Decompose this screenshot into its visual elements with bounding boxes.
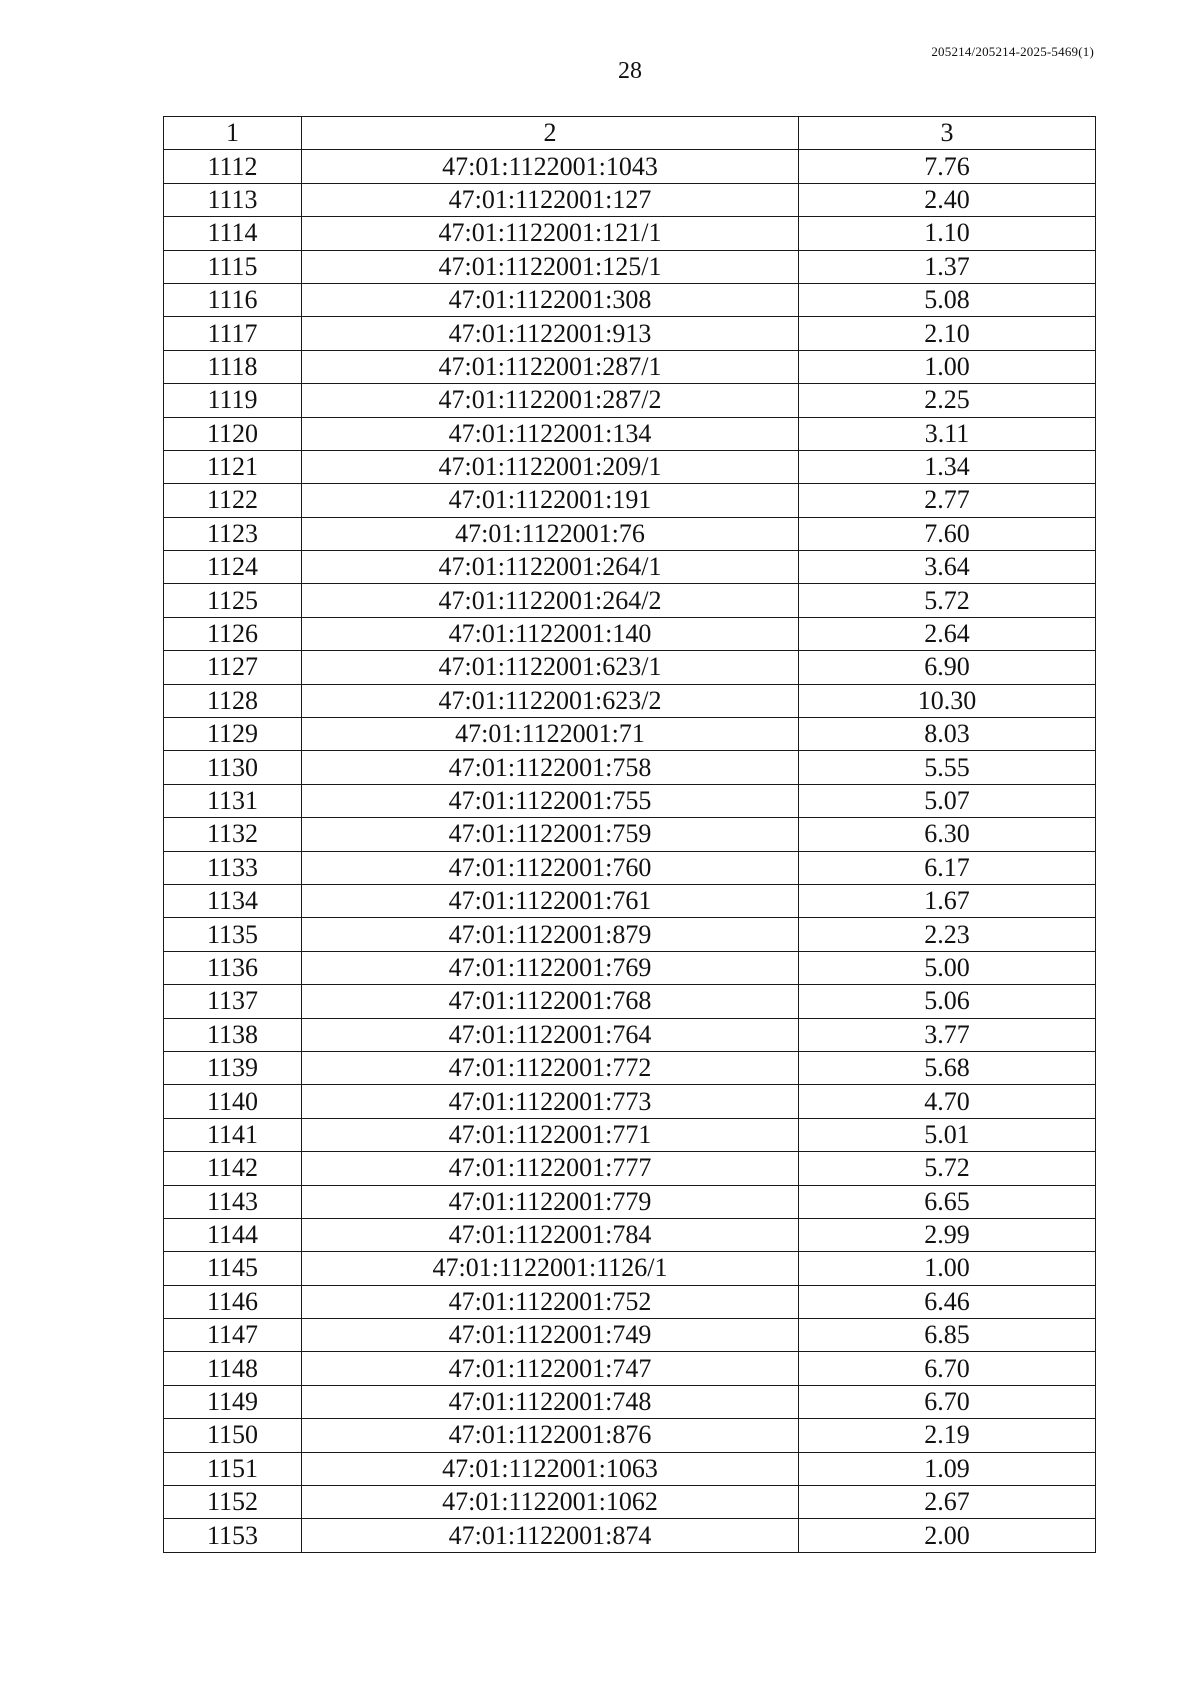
cadastral-number-cell: 47:01:1122001:748 (302, 1385, 799, 1418)
cadastral-number-cell: 47:01:1122001:264/2 (302, 584, 799, 617)
cadastral-number-cell: 47:01:1122001:761 (302, 884, 799, 917)
value-cell: 5.01 (799, 1118, 1096, 1151)
table-row (164, 617, 1096, 650)
value-cell: 2.67 (799, 1486, 1096, 1519)
row-number-cell: 1117 (164, 317, 302, 350)
value-cell: 2.40 (799, 183, 1096, 216)
value-cell: 6.70 (799, 1352, 1096, 1385)
value-cell: 10.30 (799, 684, 1096, 717)
value-cell: 5.68 (799, 1051, 1096, 1084)
row-number-cell: 1136 (164, 951, 302, 984)
row-number-cell: 1115 (164, 250, 302, 283)
table-row (164, 851, 1096, 884)
cadastral-number-cell: 47:01:1122001:1063 (302, 1452, 799, 1485)
value-cell: 5.72 (799, 1152, 1096, 1185)
table-row (164, 1152, 1096, 1185)
column-header-3: 3 (799, 117, 1096, 150)
table-row (164, 417, 1096, 450)
row-number-cell: 1145 (164, 1252, 302, 1285)
table-row (164, 1385, 1096, 1418)
cadastral-number-cell: 47:01:1122001:121/1 (302, 217, 799, 250)
row-number-cell: 1138 (164, 1018, 302, 1051)
table-row (164, 317, 1096, 350)
row-number-cell: 1135 (164, 918, 302, 951)
row-number-cell: 1114 (164, 217, 302, 250)
value-cell: 2.23 (799, 918, 1096, 951)
table-row (164, 1519, 1096, 1552)
cadastral-number-cell: 47:01:1122001:1062 (302, 1486, 799, 1519)
column-header-1: 1 (164, 117, 302, 150)
table-row (164, 450, 1096, 483)
column-header-2: 2 (302, 117, 799, 150)
table-row (164, 183, 1096, 216)
cadastral-number-cell: 47:01:1122001:191 (302, 484, 799, 517)
row-number-cell: 1148 (164, 1352, 302, 1385)
row-number-cell: 1137 (164, 985, 302, 1018)
cadastral-number-cell: 47:01:1122001:287/2 (302, 384, 799, 417)
value-cell: 4.70 (799, 1085, 1096, 1118)
cadastral-number-cell: 47:01:1122001:779 (302, 1185, 799, 1218)
row-number-cell: 1126 (164, 617, 302, 650)
row-number-cell: 1149 (164, 1385, 302, 1418)
value-cell: 2.99 (799, 1218, 1096, 1251)
value-cell: 7.60 (799, 517, 1096, 550)
page-number: 28 (618, 58, 642, 84)
table-row (164, 1285, 1096, 1318)
table-row (164, 584, 1096, 617)
value-cell: 6.65 (799, 1185, 1096, 1218)
value-cell: 5.08 (799, 283, 1096, 316)
value-cell: 1.67 (799, 884, 1096, 917)
registry-table (163, 116, 1096, 1553)
row-number-cell: 1116 (164, 283, 302, 316)
cadastral-number-cell: 47:01:1122001:71 (302, 718, 799, 751)
value-cell: 6.70 (799, 1385, 1096, 1418)
row-number-cell: 1147 (164, 1319, 302, 1352)
row-number-cell: 1151 (164, 1452, 302, 1485)
table-row (164, 517, 1096, 550)
row-number-cell: 1134 (164, 884, 302, 917)
cadastral-number-cell: 47:01:1122001:772 (302, 1051, 799, 1084)
table-row (164, 250, 1096, 283)
table-row (164, 1352, 1096, 1385)
cadastral-number-cell: 47:01:1122001:264/1 (302, 551, 799, 584)
row-number-cell: 1127 (164, 651, 302, 684)
row-number-cell: 1143 (164, 1185, 302, 1218)
table-row (164, 217, 1096, 250)
table-row (164, 551, 1096, 584)
value-cell: 5.00 (799, 951, 1096, 984)
cadastral-number-cell: 47:01:1122001:1043 (302, 150, 799, 183)
cadastral-number-cell: 47:01:1122001:784 (302, 1218, 799, 1251)
table-row (164, 951, 1096, 984)
cadastral-number-cell: 47:01:1122001:623/2 (302, 684, 799, 717)
cadastral-number-cell: 47:01:1122001:752 (302, 1285, 799, 1318)
value-cell: 2.77 (799, 484, 1096, 517)
table-row (164, 484, 1096, 517)
table-row (164, 985, 1096, 1018)
document-reference: 205214/205214-2025-5469(1) (931, 44, 1094, 59)
table-row (164, 1252, 1096, 1285)
row-number-cell: 1132 (164, 818, 302, 851)
cadastral-number-cell: 47:01:1122001:876 (302, 1419, 799, 1452)
value-cell: 8.03 (799, 718, 1096, 751)
value-cell: 5.72 (799, 584, 1096, 617)
value-cell: 3.77 (799, 1018, 1096, 1051)
value-cell: 6.90 (799, 651, 1096, 684)
cadastral-number-cell: 47:01:1122001:209/1 (302, 450, 799, 483)
table-row (164, 1118, 1096, 1151)
table-body (164, 150, 1096, 1552)
value-cell: 2.19 (799, 1419, 1096, 1452)
cadastral-number-cell: 47:01:1122001:760 (302, 851, 799, 884)
table-row (164, 884, 1096, 917)
table-row (164, 1185, 1096, 1218)
value-cell: 5.06 (799, 985, 1096, 1018)
cadastral-number-cell: 47:01:1122001:768 (302, 985, 799, 1018)
table-row (164, 818, 1096, 851)
cadastral-number-cell: 47:01:1122001:874 (302, 1519, 799, 1552)
row-number-cell: 1128 (164, 684, 302, 717)
table-row (164, 1452, 1096, 1485)
table-row (164, 1319, 1096, 1352)
cadastral-number-cell: 47:01:1122001:769 (302, 951, 799, 984)
value-cell: 6.85 (799, 1319, 1096, 1352)
value-cell: 7.76 (799, 150, 1096, 183)
row-number-cell: 1125 (164, 584, 302, 617)
value-cell: 3.64 (799, 551, 1096, 584)
table-row (164, 1486, 1096, 1519)
value-cell: 1.00 (799, 1252, 1096, 1285)
table-row (164, 684, 1096, 717)
row-number-cell: 1130 (164, 751, 302, 784)
row-number-cell: 1144 (164, 1218, 302, 1251)
value-cell: 5.07 (799, 784, 1096, 817)
row-number-cell: 1150 (164, 1419, 302, 1452)
row-number-cell: 1142 (164, 1152, 302, 1185)
row-number-cell: 1129 (164, 718, 302, 751)
cadastral-number-cell: 47:01:1122001:777 (302, 1152, 799, 1185)
value-cell: 2.00 (799, 1519, 1096, 1552)
cadastral-number-cell: 47:01:1122001:125/1 (302, 250, 799, 283)
table-header-row (164, 117, 1096, 150)
table-row (164, 283, 1096, 316)
row-number-cell: 1152 (164, 1486, 302, 1519)
value-cell: 1.34 (799, 450, 1096, 483)
cadastral-number-cell: 47:01:1122001:759 (302, 818, 799, 851)
cadastral-number-cell: 47:01:1122001:749 (302, 1319, 799, 1352)
row-number-cell: 1119 (164, 384, 302, 417)
cadastral-number-cell: 47:01:1122001:764 (302, 1018, 799, 1051)
cadastral-number-cell: 47:01:1122001:879 (302, 918, 799, 951)
cadastral-number-cell: 47:01:1122001:755 (302, 784, 799, 817)
value-cell: 6.46 (799, 1285, 1096, 1318)
table-row (164, 1218, 1096, 1251)
row-number-cell: 1120 (164, 417, 302, 450)
table-row (164, 918, 1096, 951)
row-number-cell: 1131 (164, 784, 302, 817)
table-row (164, 1419, 1096, 1452)
table-row (164, 350, 1096, 383)
table-row (164, 150, 1096, 183)
row-number-cell: 1118 (164, 350, 302, 383)
table-row (164, 1018, 1096, 1051)
value-cell: 1.10 (799, 217, 1096, 250)
table-row (164, 1051, 1096, 1084)
cadastral-number-cell: 47:01:1122001:134 (302, 417, 799, 450)
cadastral-number-cell: 47:01:1122001:140 (302, 617, 799, 650)
cadastral-number-cell: 47:01:1122001:308 (302, 283, 799, 316)
cadastral-number-cell: 47:01:1122001:758 (302, 751, 799, 784)
value-cell: 2.25 (799, 384, 1096, 417)
row-number-cell: 1139 (164, 1051, 302, 1084)
row-number-cell: 1122 (164, 484, 302, 517)
row-number-cell: 1153 (164, 1519, 302, 1552)
row-number-cell: 1133 (164, 851, 302, 884)
cadastral-number-cell: 47:01:1122001:771 (302, 1118, 799, 1151)
value-cell: 1.00 (799, 350, 1096, 383)
value-cell: 3.11 (799, 417, 1096, 450)
row-number-cell: 1146 (164, 1285, 302, 1318)
table-row (164, 718, 1096, 751)
cadastral-number-cell: 47:01:1122001:623/1 (302, 651, 799, 684)
value-cell: 6.30 (799, 818, 1096, 851)
table-row (164, 1085, 1096, 1118)
value-cell: 1.37 (799, 250, 1096, 283)
value-cell: 2.10 (799, 317, 1096, 350)
cadastral-number-cell: 47:01:1122001:76 (302, 517, 799, 550)
value-cell: 6.17 (799, 851, 1096, 884)
value-cell: 2.64 (799, 617, 1096, 650)
table-row (164, 651, 1096, 684)
table-row (164, 784, 1096, 817)
row-number-cell: 1121 (164, 450, 302, 483)
row-number-cell: 1112 (164, 150, 302, 183)
cadastral-number-cell: 47:01:1122001:1126/1 (302, 1252, 799, 1285)
cadastral-number-cell: 47:01:1122001:287/1 (302, 350, 799, 383)
cadastral-number-cell: 47:01:1122001:913 (302, 317, 799, 350)
cadastral-number-cell: 47:01:1122001:747 (302, 1352, 799, 1385)
cadastral-number-cell: 47:01:1122001:127 (302, 183, 799, 216)
row-number-cell: 1140 (164, 1085, 302, 1118)
row-number-cell: 1141 (164, 1118, 302, 1151)
row-number-cell: 1113 (164, 183, 302, 216)
row-number-cell: 1123 (164, 517, 302, 550)
table-row (164, 751, 1096, 784)
cadastral-number-cell: 47:01:1122001:773 (302, 1085, 799, 1118)
row-number-cell: 1124 (164, 551, 302, 584)
value-cell: 1.09 (799, 1452, 1096, 1485)
table-row (164, 384, 1096, 417)
value-cell: 5.55 (799, 751, 1096, 784)
